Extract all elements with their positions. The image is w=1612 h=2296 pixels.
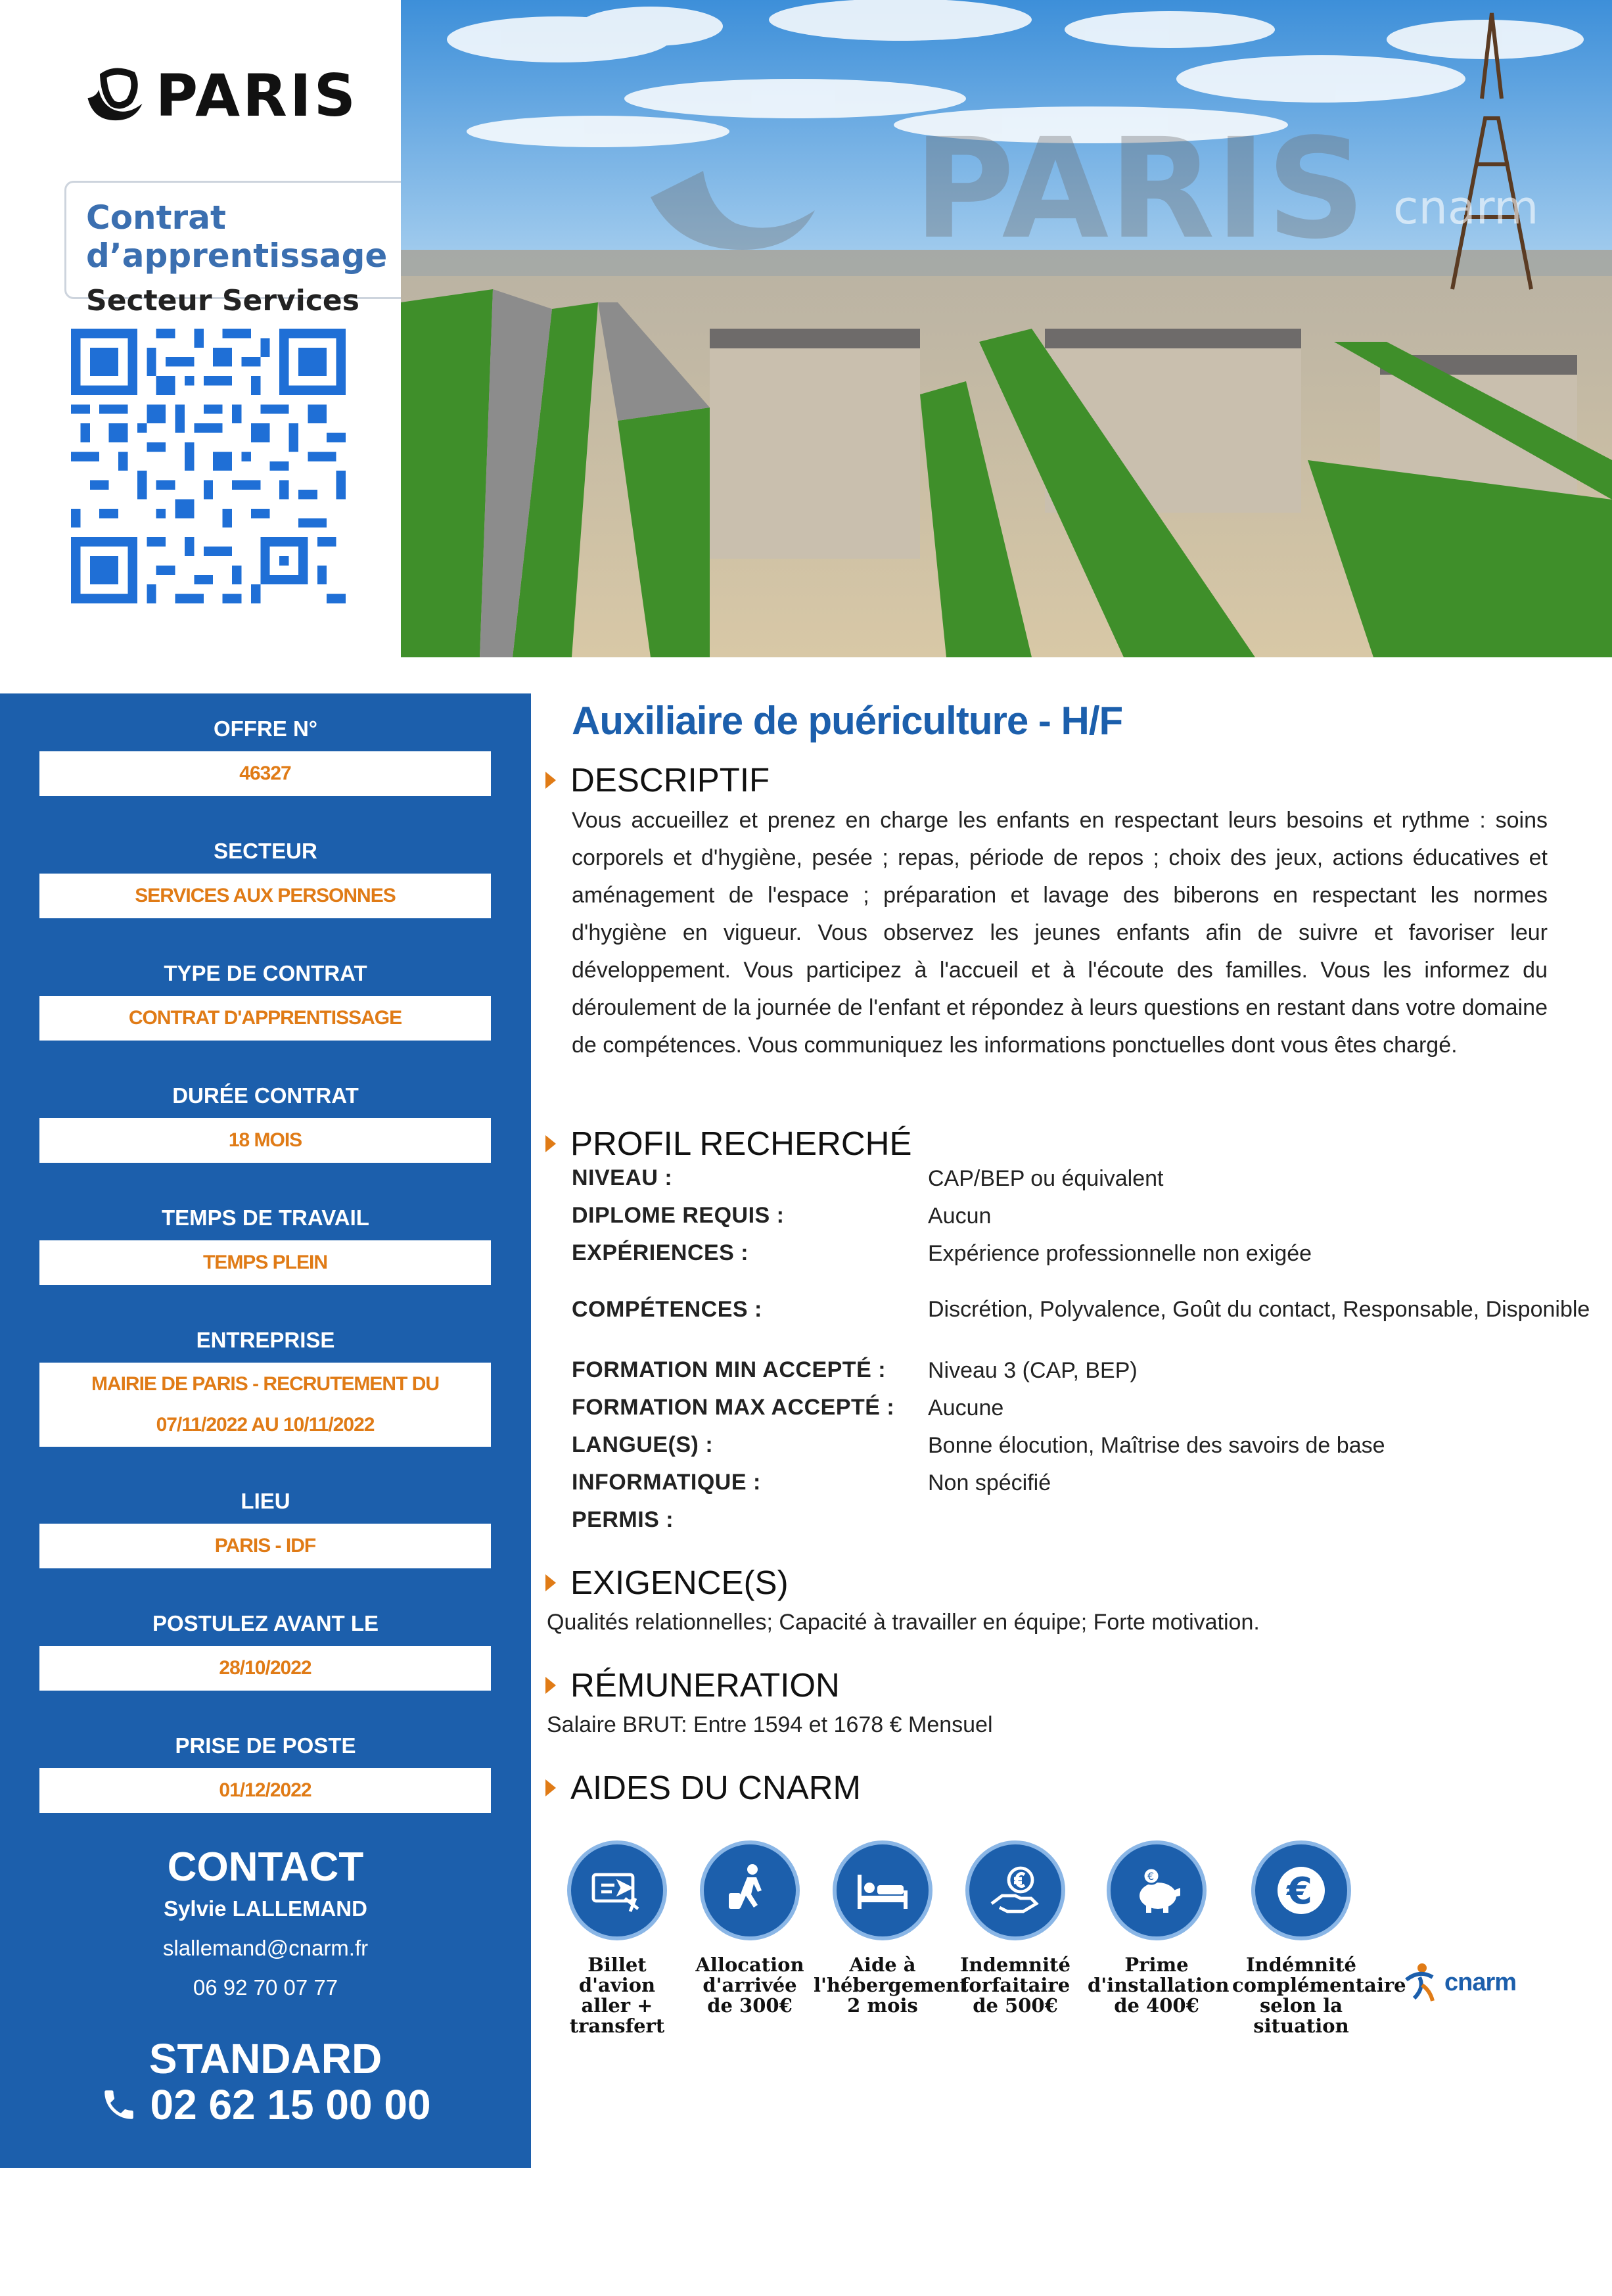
euro-coin-icon (1251, 1840, 1351, 1940)
logo-text: PARIS (155, 61, 358, 129)
cnarm-logo-text: cnarm (1444, 1968, 1517, 1996)
sector-label: SECTEUR (214, 839, 317, 863)
walking-person-icon (700, 1840, 800, 1940)
profile-row (572, 1203, 1597, 1229)
standard-title: STANDARD (149, 2035, 382, 2082)
cnarm-logo (1398, 1961, 1516, 2003)
paris-boat-icon (82, 59, 149, 131)
aid-installation-bonus (1088, 1840, 1230, 2017)
plane-ticket-icon (567, 1840, 667, 1940)
section-bullet-icon (545, 1135, 556, 1152)
profile-value: Discrétion, Polyvalence, Goût du contact, Responsable, Disponible (928, 1296, 1590, 1322)
hand-coin-icon (965, 1840, 1065, 1940)
apply-before-label: POSTULEZ AVANT LE (152, 1611, 379, 1635)
section-aides-title: AIDES DU CNARM (570, 1769, 862, 1806)
profile-key: INFORMATIQUE : (572, 1470, 761, 1495)
aid-label: Indémnité complémentaire selon la situation (1232, 1954, 1406, 2037)
contract-type: Contrat d’apprentissage (86, 199, 388, 275)
work-time-label: TEMPS DE TRAVAIL (162, 1206, 369, 1230)
profile-row (572, 1395, 1597, 1421)
profile-key: COMPÉTENCES : (572, 1296, 762, 1322)
profile-value: Aucune (928, 1395, 1004, 1420)
phone-icon (100, 2086, 138, 2124)
profile-row (572, 1165, 1597, 1192)
profile-value (928, 1507, 1597, 1533)
location-label: LIEU (241, 1489, 290, 1513)
profile-row (572, 1272, 1597, 1347)
hero-cnarm-watermark: cnarm (1393, 181, 1539, 235)
cnarm-figure-icon (1398, 1961, 1440, 2003)
contact-email[interactable]: slallemand@cnarm.fr (162, 1936, 369, 1960)
paris-logo (82, 56, 358, 135)
aid-arrival-allowance (681, 1840, 819, 2016)
job-description: Vous accueillez et prenez en charge les enfants en respectant leurs besoins et rythme : soins corporels et d'hygiène, pesée ; repas, période de repos ; choix des jeux, actions éducatives et aménagement de l'espace ; préparation et lavage des biberons en respectant les normes d'hygiène en vigueur. Vous observez les jeunes enfants afin de suivre et favoriser leur développement. Vous participez à l'accueil et à l'écoute des familles. Vous les informez du déroulement de la journée de l'enfant et répondez à leurs questions en restant dans votre domaine de compétences. Vous communiquez les informations ponctuelles dont vous êtes chargé. (572, 808, 1548, 1058)
section-bullet-icon (545, 772, 556, 789)
piggy-bank-icon (1107, 1840, 1207, 1940)
offer-number-label: OFFRE N° (213, 716, 318, 741)
section-remuneration (545, 1666, 840, 1704)
company-label: ENTREPRISE (196, 1328, 335, 1352)
location-value: PARIS - IDF (39, 1524, 491, 1568)
offer-info-sidebar (0, 693, 531, 2168)
profile-row (572, 1432, 1597, 1459)
section-bullet-icon (545, 1779, 556, 1796)
contact-title: CONTACT (167, 1844, 364, 1890)
exigences-text: Qualités relationnelles; Capacité à travailler en équipe; Forte motivation. (547, 1610, 1260, 1635)
aid-housing (814, 1840, 969, 2017)
section-bullet-icon (545, 1574, 556, 1591)
start-date-value: 01/12/2022 (39, 1768, 491, 1813)
profile-value: Expérience professionnelle non exigée (928, 1241, 1312, 1266)
svg-text:€: € (1287, 1870, 1312, 1913)
aid-flat-allowance (946, 1840, 1084, 2016)
profile-key: NIVEAU : (572, 1165, 673, 1190)
section-aides (545, 1768, 861, 1807)
profile-row (572, 1240, 1597, 1267)
work-time-value: TEMPS PLEIN (39, 1240, 491, 1285)
hero-watermark-text: PARIS (913, 108, 1366, 269)
section-bullet-icon (545, 1677, 556, 1694)
contact-name: Sylvie LALLEMAND (164, 1896, 367, 1921)
profile-row (572, 1357, 1597, 1384)
section-remuneration-title: RÉMUNERATION (570, 1666, 840, 1704)
contract-type-value: CONTRAT D'APPRENTISSAGE (39, 996, 491, 1041)
standard-phone: 02 62 15 00 00 (150, 2081, 431, 2128)
profile-key: LANGUE(S) : (572, 1432, 714, 1457)
section-exigences (545, 1563, 789, 1602)
profile-row (572, 1470, 1597, 1496)
sector-value: SERVICES AUX PERSONNES (39, 874, 491, 918)
section-profil-title: PROFIL RECHERCHÉ (570, 1125, 912, 1162)
aid-label: Indemnité forfaitaire de 500€ (959, 1954, 1071, 2017)
sector-line: Secteur Services (86, 284, 359, 317)
profile-key: EXPÉRIENCES : (572, 1240, 749, 1265)
aid-complementary (1232, 1840, 1406, 2037)
remuneration-text: Salaire BRUT: Entre 1594 et 1678 € Mensuel (547, 1712, 993, 1737)
profile-key: DIPLOME REQUIS : (572, 1203, 785, 1228)
duration-label: DURÉE CONTRAT (172, 1083, 359, 1108)
company-value-line1: MAIRIE DE PARIS - RECRUTEMENT DU (91, 1373, 440, 1395)
aid-label: Prime d'installation de 400€ (1088, 1954, 1230, 2017)
profile-value: Niveau 3 (CAP, BEP) (928, 1358, 1138, 1383)
company-value-line2: 07/11/2022 AU 10/11/2022 (156, 1414, 375, 1436)
section-descriptif (545, 761, 770, 799)
start-date-label: PRISE DE POSTE (175, 1733, 356, 1758)
aid-label: Aide à l'hébergement 2 mois (814, 1954, 969, 2017)
bed-icon (833, 1840, 933, 1940)
profile-value: Aucun (928, 1204, 992, 1229)
qr-code[interactable] (71, 329, 346, 603)
aid-plane-ticket (548, 1840, 686, 2036)
aid-label: Billet d'avion aller + transfert (569, 1954, 665, 2037)
section-profil (545, 1124, 912, 1163)
section-exigences-title: EXIGENCE(S) (570, 1564, 789, 1601)
profile-key: FORMATION MAX ACCEPTÉ : (572, 1395, 895, 1420)
profile-value: Non spécifié (928, 1470, 1051, 1495)
profile-value: Bonne élocution, Maîtrise des savoirs de base (928, 1433, 1385, 1458)
job-title: Auxiliaire de puériculture - H/F (572, 699, 1123, 743)
company-value (39, 1363, 491, 1447)
offer-number-value: 46327 (39, 751, 491, 796)
section-descriptif-title: DESCRIPTIF (570, 761, 770, 799)
svg-text:€: € (1147, 1870, 1155, 1883)
aid-label: Allocation d'arrivée de 300€ (695, 1954, 804, 2017)
contract-type-label: TYPE DE CONTRAT (164, 961, 367, 985)
profile-row (572, 1507, 1597, 1533)
standard-phone-row[interactable] (0, 2080, 531, 2129)
apply-before-value: 28/10/2022 (39, 1646, 491, 1691)
paris-aerial-photo (401, 0, 1612, 657)
profile-value: CAP/BEP ou équivalent (928, 1166, 1164, 1191)
profile-key: PERMIS : (572, 1507, 674, 1532)
profile-key: FORMATION MIN ACCEPTÉ : (572, 1357, 887, 1382)
contact-phone[interactable]: 06 92 70 07 77 (193, 1975, 338, 2000)
duration-value: 18 MOIS (39, 1118, 491, 1163)
